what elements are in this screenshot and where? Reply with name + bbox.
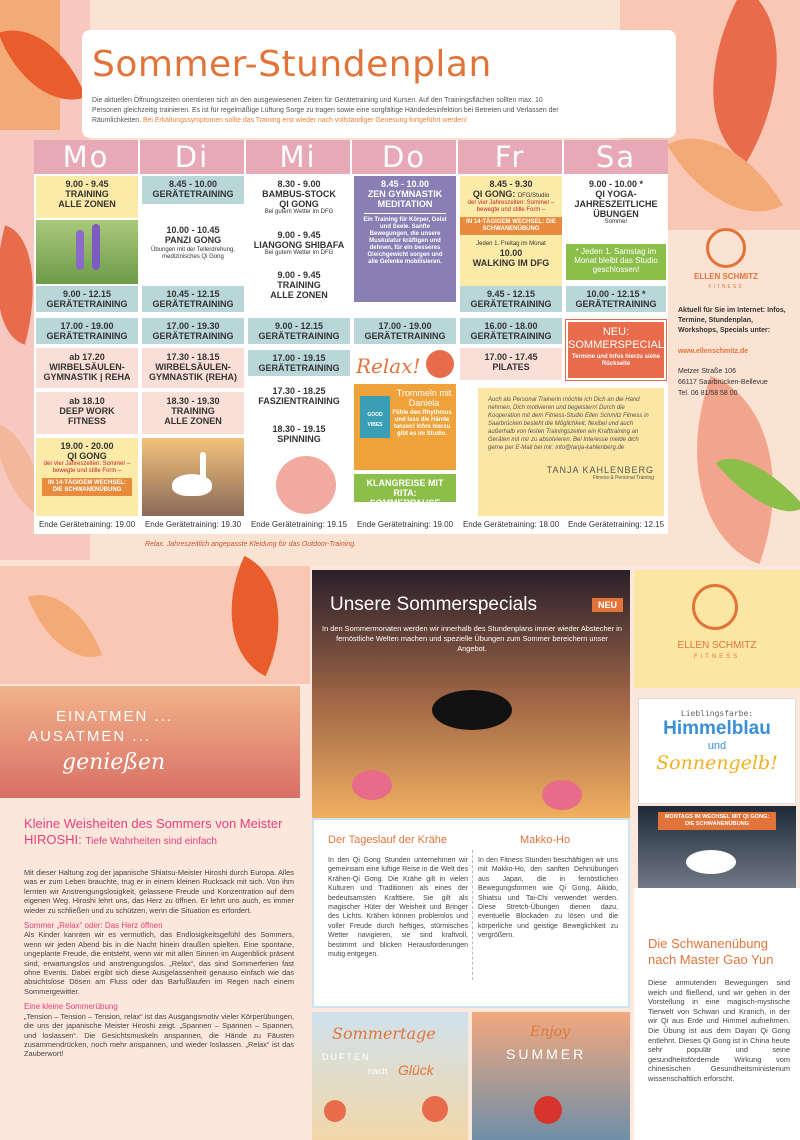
day-fr: Fr — [458, 140, 562, 174]
class-geraetetraining: 8.45 - 10.00 GERÄTETRAINING — [142, 176, 244, 204]
swan-photo — [142, 438, 244, 516]
class-geraetetraining-evening: 17.00 - 19.00 GERÄTETRAINING — [36, 318, 138, 344]
poppy-icon — [534, 1096, 562, 1124]
class-geraetetraining-evening: 17.00 - 19.15 GERÄTETRAINING — [248, 350, 350, 376]
lavender-photo — [36, 220, 138, 284]
intro-text: Die aktuellen Öffnungszeiten orientieren sich an den ausgewiesenen Zeiten für Gerätetraining und Kursen. Auf den Trainingsflächen sollten max. 10 Personen gleichzeitig trainieren. Es ist für regelmäßige Lüftung Sorge zu tragen sowie eine sorgfältige Händedesinfektion bei Betreten und Verlassen der Räumlichkeiten. Bei Erkältungssymptomen sollte das Training erst wieder nach vollständiger Genesung fortgeführt werden! — [92, 97, 559, 124]
sommertage-card: Sommertage DUFTEN nach Glück — [312, 1012, 468, 1140]
column-tuesday — [140, 174, 246, 518]
closed-note: * Jeden 1. Samstag im Monat bleibt das Studio geschlossen! — [566, 244, 666, 280]
class-bambus: 8.30 - 9.00 BAMBUS-STOCK QI GONG Bei gutem Wetter im DFG — [248, 176, 350, 220]
header-card — [82, 30, 676, 138]
end-mi: Ende Gerätetraining: 19.15 — [250, 520, 348, 529]
drum-book: GOOD VIBES — [360, 396, 390, 438]
swan-icon — [686, 850, 736, 874]
schedule-grid — [34, 140, 668, 534]
lower-left-decoration — [0, 566, 310, 684]
class-wirbelsaeule: 17.30 - 18.15 WIRBELSÄULEN- GYMNASTIK (REHA) — [142, 348, 244, 388]
crow-icon — [432, 690, 512, 730]
day-mo: Mo — [34, 140, 138, 174]
class-zen-gymnastik: 8.45 - 10.00 ZEN GYMNASTIK MEDITATION Ein Training für Körper, Geist und Seele. Sanfte Bewegungen, die unsere Muskulatur kräftigen und dehnen, für ein besseres Gleichgewicht sorgen und alle Gelenke mobilisieren. — [354, 176, 456, 302]
specials-card — [312, 570, 630, 818]
relax-label: Relax! — [356, 354, 421, 378]
class-training-zones: 18.30 - 19.30 TRAINING ALLE ZONEN — [142, 392, 244, 434]
end-di: Ende Gerätetraining: 19.30 — [144, 520, 242, 529]
poppy-icon-right — [422, 1096, 448, 1122]
class-geraetetraining: 9.00 - 12.15 GERÄTETRAINING — [248, 318, 350, 344]
page-title: Sommer-Stundenplan — [92, 44, 492, 85]
day-do: Do — [352, 140, 456, 174]
day-mi: Mi — [246, 140, 350, 174]
class-qigong: 8.45 - 9.30 QI GONG: DFG/Studio der vier Jahreszeiten: Sommer – bewegte und stille Form – IN 14-TÄGIGEM WECHSEL: DIE SCHWANENÜBUNG Jeden 1. Freitag im Monat 10.00 WALKING IM DFG — [460, 176, 562, 286]
hiroshi-title: Kleine Weisheiten des Sommers von Meister HIROSHI: Tiefe Wahrheiten sind einfach — [24, 816, 283, 847]
class-panzi-gong: 10.00 - 10.45 PANZI GONG Übungen mit der Tellerdrehung, medizinisches Qi Gong — [142, 222, 244, 286]
poppy-icon — [324, 1100, 346, 1122]
column-saturday — [564, 174, 668, 518]
brand-panel: ELLEN SCHMITZ FITNESS — [634, 570, 800, 688]
end-fr: Ende Gerätetraining: 18.00 — [462, 520, 560, 529]
enjoy-summer-card: Enjoy SUMMER — [472, 1012, 630, 1140]
class-geraetetraining-late: 10.45 - 12.15 GERÄTETRAINING — [142, 286, 244, 312]
lower-section — [0, 566, 800, 1140]
drum-card: GOOD VIBES Trommeln mit Daniela Fühle den Rhythmus und lass die Hände tanzen! Infos hierzu gibt es im Studio. — [354, 384, 456, 470]
info-card: Der Tageslauf der Krähe In den Qi Gong Stunden unternehmen wir gemeinsam eine luftige Reise in die Welt des Krähen-Qi Gong. Die Krähe gilt in vielen Kulturen und Traditionen als eines der bedeutsamsten Krafttiere. Sie gilt als magischer Hüter der Weisheit und Bringer des Lichts. Krähen können problemlos und voller Freude durch heftiges, stürmisches Wetter navigieren, sie sind kraftvoll, bestimmt und blicken Herausforderungen mutig entgegen. Makko-Ho In den Fitness Stunden beschäftigen wir uns mit Makko-Ho, den sanften Dehnübungen aus Japan, die in fernöstlichen Bewegungsformen wie Qi Gong, Aikido, Shiatsu und Tai-Chi verwendet werden. Diese Stretch-Übungen dienen dazu, eventuelle Blockaden zu lösen und die körperliche und geistige Beweglichkeit zu vergrößern. — [312, 818, 630, 1008]
end-do: Ende Gerätetraining: 19.00 — [356, 520, 454, 529]
class-training: 9.00 - 9.45 TRAINING ALLE ZONEN — [36, 176, 138, 218]
column-wednesday — [246, 174, 352, 518]
class-liangong: 9.00 - 9.45 LIANGONG SHIBAFA Bei gutem Wetter im DFG — [248, 228, 350, 262]
class-spinning: 18.30 - 19.15 SPINNING — [248, 424, 350, 452]
class-geraetetraining: 9.00 - 12.15 GERÄTETRAINING — [36, 286, 138, 312]
end-sa: Ende Gerätetraining: 12.15 — [567, 520, 665, 529]
brand-logo-icon — [706, 228, 746, 268]
schwan-card: Die Schwanenübung nach Master Gao Yun Diese anmutenden Bewegungen sind weich und fließend, und wir gehen in der Vorstellung in eine magisch-mystische Tierwelt von Schwan und Kranich, in der wir Qi aus Erde und Himmel aufnehmen. Die Übung ist aus dem Dayan Qi Gong entlehnt. Dieses Qi Gong ist in China heute sehr populär und seine gesundheitsfördernde Wirkung vom chinesischen Gesundheitsministerium wissenschaftlich erforscht. — [634, 888, 800, 1140]
breathe-card: EINATMEN ... AUSATMEN ... genießen — [0, 686, 300, 798]
brand-name: ELLEN SCHMITZ — [694, 272, 758, 281]
class-geraetetraining: 10.00 - 12.15 * GERÄTETRAINING — [566, 286, 666, 312]
class-geraetetraining-evening: 17.00 - 19.00 GERÄTETRAINING — [354, 318, 456, 344]
specials-title: Unsere Sommerspecials — [330, 594, 537, 615]
end-mo: Ende Gerätetraining: 19.00 — [38, 520, 136, 529]
class-geraetetraining-evening: 16.00 - 18.00 GERÄTETRAINING — [460, 318, 562, 344]
klangreise: KLANGREISE MIT RITA: SOMMERPAUSE — [354, 474, 456, 502]
lotus-icon-right — [542, 780, 582, 810]
brand-logo-icon — [692, 584, 738, 630]
class-geraetetraining: 9.45 - 12.15 GERÄTETRAINING — [460, 286, 562, 312]
class-faszien: 17.30 - 18.25 FASZIENTRAINING — [248, 386, 350, 416]
hibiscus-icon — [426, 350, 454, 378]
new-badge: NEU — [592, 598, 623, 612]
favorite-colors-card: Lieblingsfarbe: Himmelblau und Sonnengelb! — [638, 698, 796, 804]
flower-decoration — [276, 456, 336, 514]
class-qi-yoga: 9.00 - 10.00 * QI YOGA- JAHRESZEITLICHE ÜBUNGEN Sommer — [566, 176, 666, 238]
class-pilates: 17.00 - 17.45 PILATES — [460, 348, 562, 380]
day-sa: Sa — [564, 140, 668, 174]
footer-note: Relax. Jahreszeitlich angepasste Kleidung für das Outdoor-Training. — [145, 541, 357, 548]
swan-card: MONTAGS IM WECHSEL MIT QI GONG: DIE SCHWANENÜBUNG — [638, 806, 796, 888]
sidebar-address: Metzer Straße 106 66117 Saarbrücken-Bellevue Tel. 06 81/58 58 00 — [678, 368, 768, 397]
class-geraetetraining-evening: 17.00 - 19.30 GERÄTETRAINING — [142, 318, 244, 344]
class-qigong: 19.00 - 20.00 QI GONG der vier Jahreszeiten: Sommer – bewegte und stille Form – IN 14-TÄGIGEM WECHSEL: DIE SCHWANENÜBUNG — [36, 438, 138, 516]
class-wirbelsaeule: ab 17.20 WIRBELSÄULEN- GYMNASTIK | REHA — [36, 348, 138, 388]
class-deep-work: ab 18.10 DEEP WORK FITNESS — [36, 392, 138, 434]
column-thursday — [352, 174, 458, 518]
sommerspecial-badge: NEU: SOMMERSPECIAL Termine und Infos hierzu siehe Rückseite — [566, 320, 666, 380]
day-di: Di — [140, 140, 244, 174]
lotus-icon — [352, 770, 392, 800]
brand-sub: FITNESS — [708, 284, 744, 290]
sidebar-info: Aktuell für Sie im Internet: Infos, Termine, Stundenplan, Workshops, Specials unter: — [678, 307, 786, 334]
sidebar-url[interactable]: www.ellenschmitz.de — [678, 348, 749, 355]
specials-text: In den Sommermonaten werden wir innerhalb des Stundenplans immer wieder Abstecher in fernöstliche Welten machen und spezielle Übungen zum Sommer bereichern unser Angebot. — [322, 624, 622, 653]
column-monday — [34, 174, 140, 518]
hiroshi-text: Mit dieser Haltung zog der japanische Shiatsu-Meister Hiroshi durch Europa. Alles was er zum Leben brauchte, trug er in einem kleinen Rucksack mit sich. Von ihm lernten wir Anstrengungslosigkeit, gelassene Freude und Konzentration auf dem eigenen Weg. Hiroshi lehrt uns, das Herz zu öffnen. Er lehrt uns auch, es immer wieder zu schließen und zu schützen, wenn die Situation es erfordert. Sommer „Relax“ oder: Das Herz öffnen Als Kinder kannten wir es vermutlich, das Endlosigkeitsgefühl des Sommers, wenn wir jeden Abend bis in die Nacht hinein draußen spielten. Eine spontane, ungeplante Freude, die entsteht, wenn wir mit allen Sinnen im Augenblick präsent sind, erwartungslos und anstrengungslos. „Relax“, das sind Sommerferien fast ohne Events. Dabei ergibt sich diese Ausgelassenheit genauso einfach wie das absichtslose Dösen am Fluss oder das Barfußlaufen im Regen nach einem Sommergewitter. Eine kleine Sommerübung „Tension – Tension – Tension, relax“ ist das Ausgangsmotiv vieler Körperübungen, die uns der japanische Meister Hiroshi zeigt. „Spannen – Spannen – Spannen, und loslassen“. Die Gesichtsmuskeln anspannen, die Hände zu Fäusten zusammendrücken, noch mehr anspannen, und wieder loslassen. „Relax“ ist das Zauberwort! — [24, 868, 294, 1059]
trainer-card: Auch als Personal Trainerin möchte ich Dich an die Hand nehmen, Dich motivieren und begeistern! Durch die Kooperation mit dem Fitness-Studio Ellen Schmitz Fitness in Saarbrücken besteht die Möglichkeit, flexibel und auch außerhalb von festen Trainingszeiten ein Krafttraining an Geräten mit mir zu absolvieren. Bei Interesse melde dich gerne per E-Mail bei mir: info@tanja-kahlenberg.de TANJA KAHLENBERG Fitness & Personal Training — [478, 388, 664, 516]
class-training-zones: 9.00 - 9.45 TRAINING ALLE ZONEN — [248, 268, 350, 308]
